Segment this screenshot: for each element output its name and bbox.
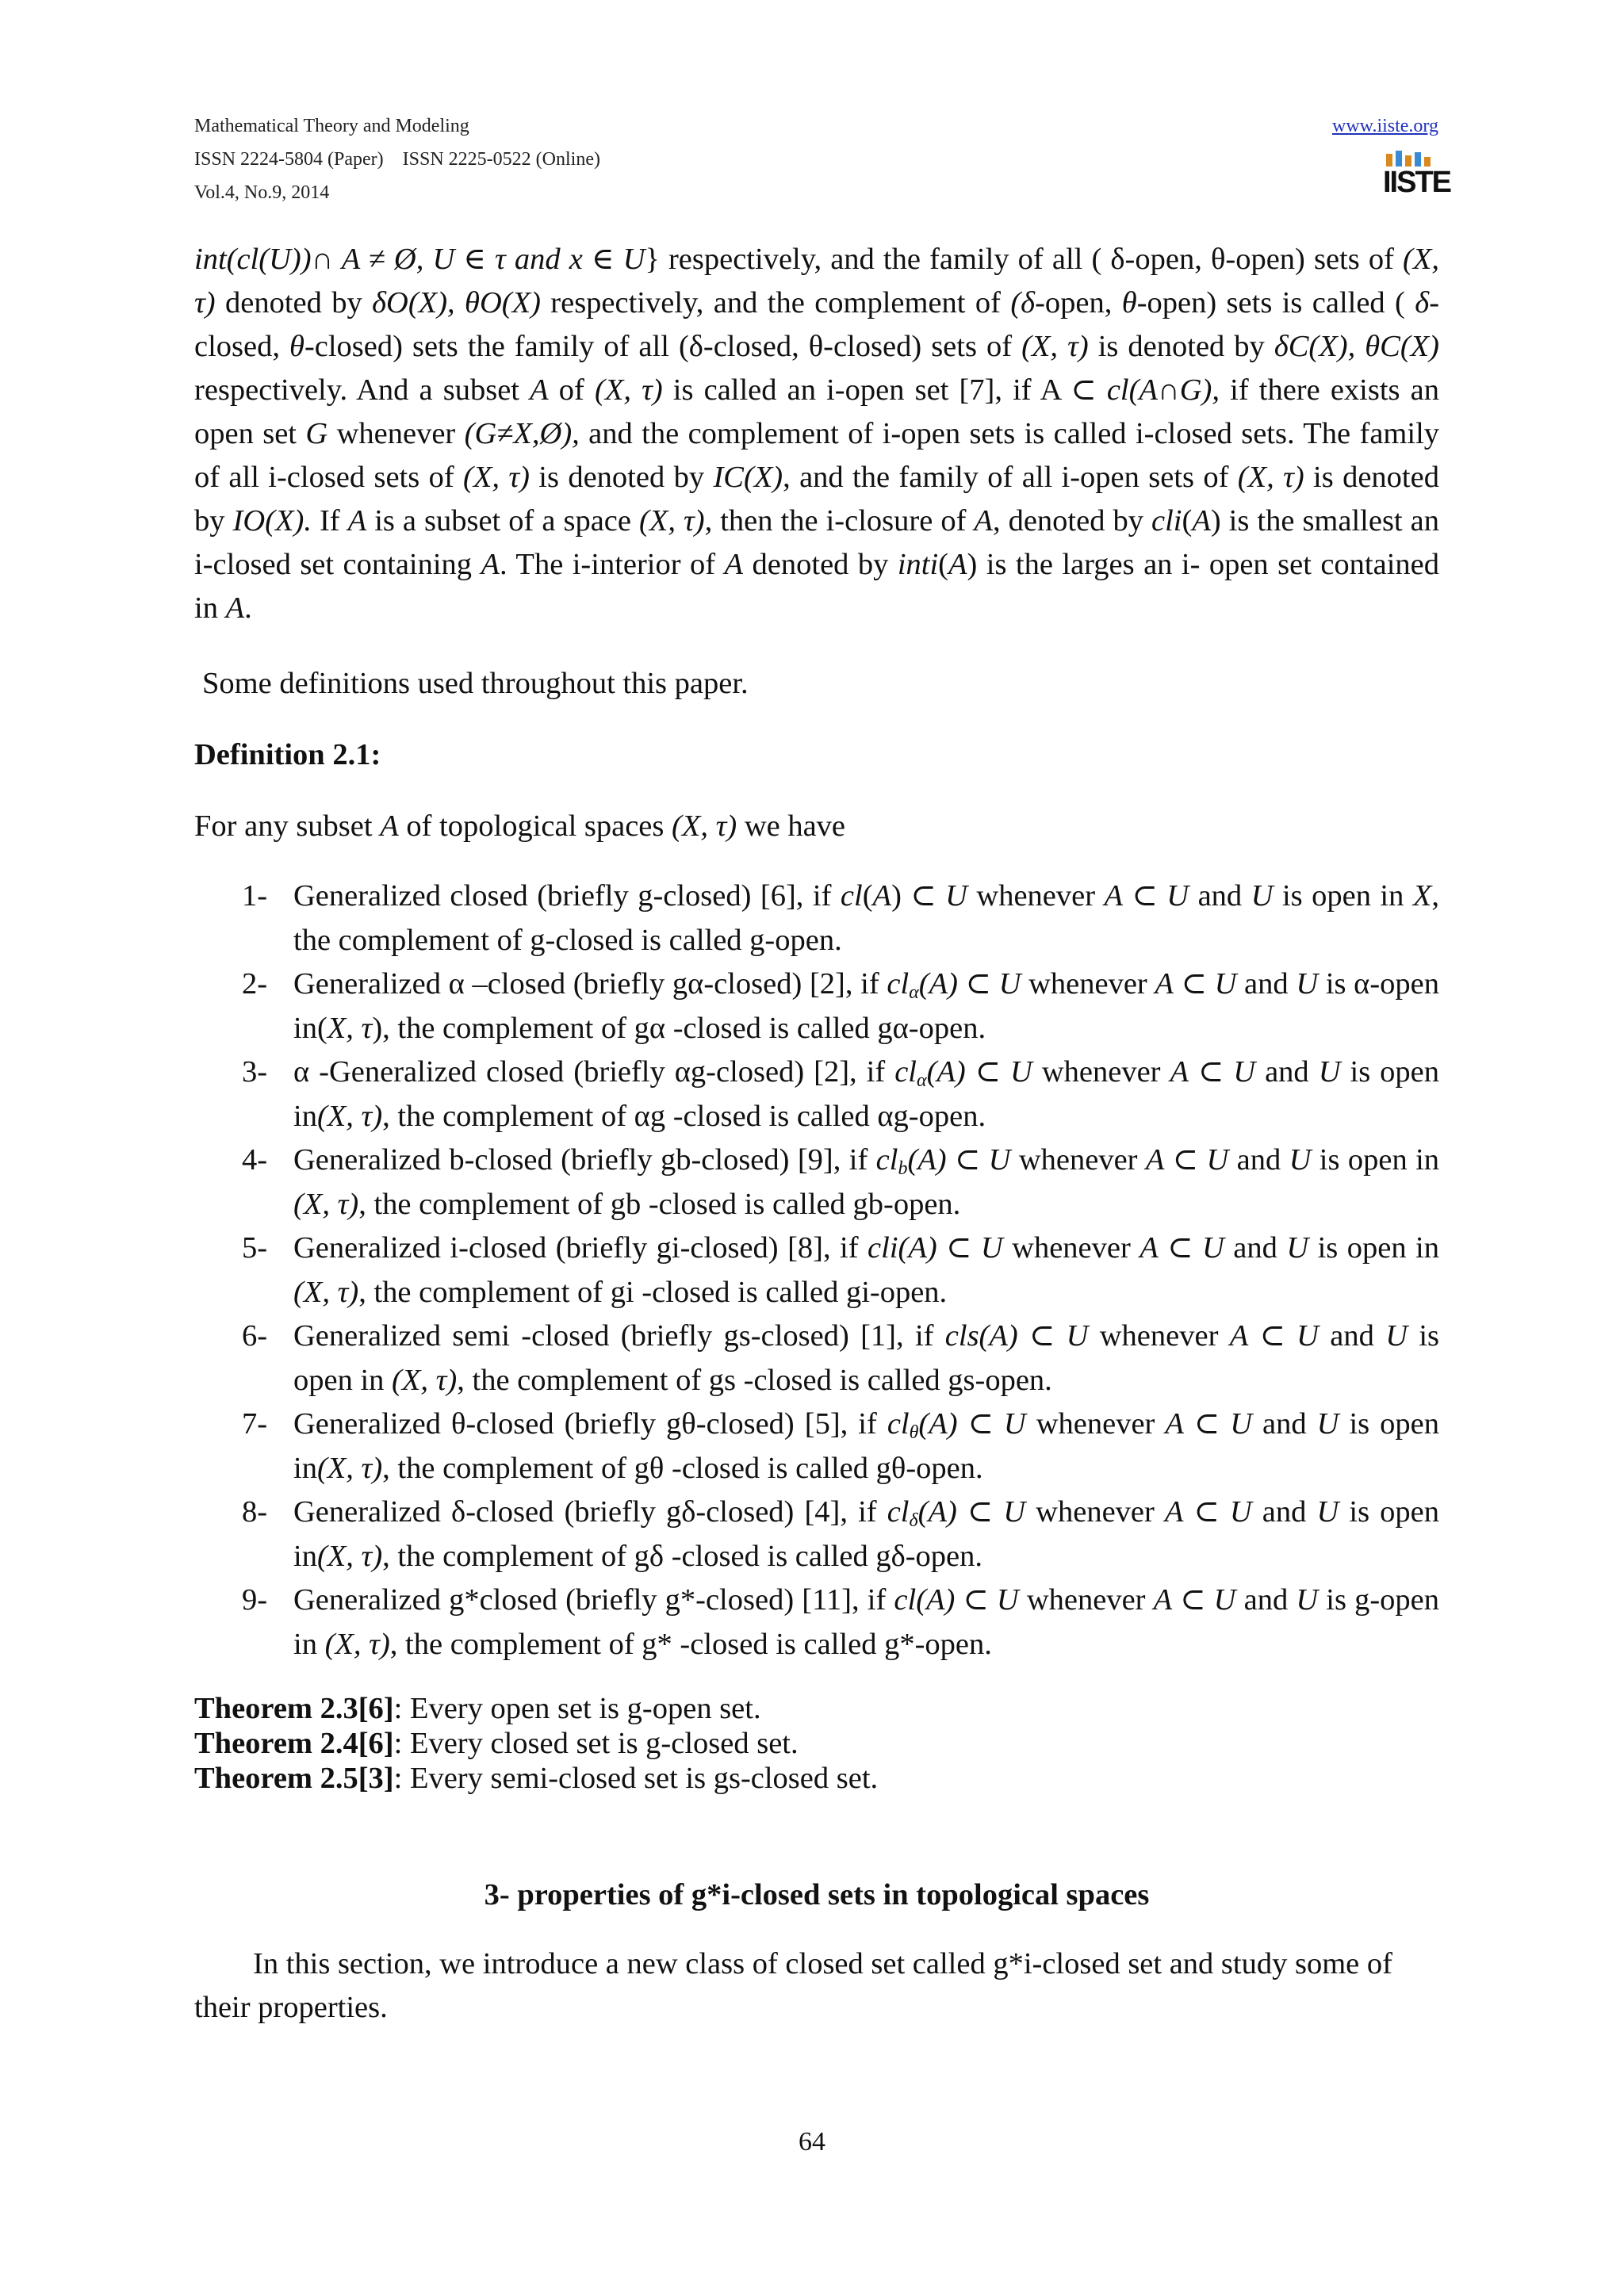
text-span: ⊂ xyxy=(957,1407,1004,1441)
definitions-lead: Some definitions used throughout this paper. xyxy=(202,667,749,700)
definition-number: 9- xyxy=(242,1583,268,1617)
text-span: ⊂ xyxy=(1189,1055,1234,1089)
text-span: whenever xyxy=(1002,1231,1140,1265)
text-span: ⊂ xyxy=(1248,1319,1297,1353)
text-span: ⊂ xyxy=(956,1495,1004,1529)
text-span: is open in xyxy=(293,1055,1440,1133)
math-expr: U xyxy=(945,879,967,913)
math-expr: U xyxy=(1206,1143,1229,1177)
math-expr: (A) xyxy=(926,1055,966,1089)
text-span: -open) sets is called ( xyxy=(1136,286,1415,320)
text-span: ) is the smallest an i-closed set containing xyxy=(194,504,1439,581)
text-span: and xyxy=(1224,1231,1287,1265)
math-expr: (X, τ) xyxy=(293,1275,359,1309)
math-expr: A xyxy=(1192,504,1211,538)
text-span: if there exists an open set xyxy=(194,373,1439,450)
math-expr: U xyxy=(1251,879,1274,913)
math-expr: (A) xyxy=(918,967,958,1001)
text-span: denoted by xyxy=(215,286,373,320)
math-expr: A xyxy=(1164,1495,1184,1529)
theorem-label: Theorem 2.5[3] xyxy=(194,1762,394,1795)
text-span: we have xyxy=(737,809,846,843)
math-expr: U xyxy=(1003,1495,1026,1529)
math-expr: U xyxy=(998,967,1021,1001)
text-span: is open in xyxy=(293,1495,1440,1573)
math-expr: (X, τ) xyxy=(595,373,663,407)
math-expr: (A) xyxy=(917,1495,957,1529)
text-span: , and the family of all i-open sets of xyxy=(783,461,1238,494)
text-span: Generalized i-closed (briefly gi-closed) [8], if xyxy=(293,1231,868,1265)
text-span: is open in xyxy=(1273,879,1413,913)
text-span: is called an i-open set [7], if A ⊂ xyxy=(662,373,1107,407)
definition-number: 8- xyxy=(242,1495,268,1529)
closure-expr xyxy=(876,1143,908,1177)
text-span: ⊂ xyxy=(1172,1583,1214,1617)
section-title: 3- properties of g*i-closed sets in topological spaces xyxy=(484,1878,1150,1911)
text-span: ⊂ xyxy=(1173,967,1215,1001)
closure-expr xyxy=(868,1231,937,1265)
text-span: . xyxy=(244,591,252,625)
math-expr: cl(A∩G), xyxy=(1106,373,1220,407)
text-span: whenever xyxy=(1088,1319,1230,1353)
header-right xyxy=(1332,109,1451,212)
definition-item xyxy=(194,1402,1439,1490)
definitions-list xyxy=(194,874,1439,1667)
text-span: ) is the larges an i- open set contained in xyxy=(194,548,1440,625)
definition-number: 3- xyxy=(242,1055,268,1089)
math-expr: (A) xyxy=(918,1407,958,1441)
text-span: and xyxy=(1228,1143,1289,1177)
text-span: . The i-interior of xyxy=(500,548,725,581)
math-expr: (X, τ) xyxy=(316,1099,383,1133)
math-expr: U xyxy=(1297,1319,1319,1353)
closure-subscript: α xyxy=(916,1070,927,1091)
math-expr: U xyxy=(1010,1055,1032,1089)
text-span: , denoted by xyxy=(992,504,1151,538)
math-expr: A xyxy=(1145,1143,1165,1177)
closure-subscript: θ xyxy=(909,1422,919,1443)
math-expr: IO(X). xyxy=(232,504,312,538)
math-expr: X xyxy=(1412,879,1432,913)
math-expr: θ xyxy=(1121,286,1137,320)
text-span: -closed) sets the family of all (δ-closed, θ-closed) sets of xyxy=(304,330,1022,363)
definition-item xyxy=(194,1050,1439,1138)
definition-item xyxy=(194,1138,1439,1226)
math-expr: (A) xyxy=(907,1143,947,1177)
text-span: and the complement of i-open sets is called i-closed sets. The family of all i-closed sets of xyxy=(194,417,1440,494)
math-expr: A xyxy=(948,548,967,581)
theorems-block xyxy=(194,1691,878,1796)
text-span: ⊂ xyxy=(936,1231,981,1265)
text-span: is g-open in xyxy=(293,1583,1440,1661)
text-span: respectively. And a subset xyxy=(194,373,530,407)
math-expr: (X, τ) xyxy=(324,1627,390,1661)
math-expr: (X, τ) xyxy=(1237,461,1304,494)
theorem-label: Theorem 2.4[6] xyxy=(194,1727,394,1760)
text-span: ⊂ xyxy=(946,1143,989,1177)
text-span: whenever xyxy=(1010,1143,1146,1177)
math-expr: U xyxy=(1296,1583,1319,1617)
text-span: whenever xyxy=(1025,1495,1165,1529)
math-expr: δO(X), θO(X) xyxy=(372,286,541,320)
definition-number: 4- xyxy=(242,1143,268,1177)
text-span: whenever xyxy=(327,417,465,450)
math-expr: A xyxy=(347,504,367,538)
text-span: then the i-closure of xyxy=(712,504,975,538)
text-span: whenever xyxy=(1032,1055,1170,1089)
text-span: , the complement of gi -closed is called gi-open. xyxy=(358,1275,948,1309)
math-expr: U xyxy=(1166,879,1189,913)
math-expr: U xyxy=(1316,1495,1339,1529)
text-span: , the complement of αg -closed is called αg-open. xyxy=(382,1099,986,1133)
section-intro-text: In this section, we introduce a new class of closed set called g*i-closed set and study some of their properties. xyxy=(194,1947,1392,2024)
text-span: } respectively, and the family of all ( δ-open, θ-open) sets of xyxy=(645,243,1404,276)
theorem-text: : Every open set is g-open set. xyxy=(393,1692,761,1725)
math-expr: θ xyxy=(289,330,304,363)
closure-expr xyxy=(894,1583,955,1617)
closure-subscript: α xyxy=(909,982,919,1003)
math-expr: A xyxy=(1229,1319,1249,1353)
closure-operator: cl xyxy=(894,1055,917,1089)
math-expr: (X, τ) xyxy=(316,1451,383,1485)
text-span: ⊂ xyxy=(955,1583,997,1617)
math-expr: U xyxy=(1201,1231,1224,1265)
text-span: and xyxy=(1255,1055,1319,1089)
closure-expr xyxy=(841,879,863,913)
theorem-text: : Every semi-closed set is gs-closed set. xyxy=(393,1762,879,1795)
closure-operator: cl xyxy=(887,967,910,1001)
text-span: denoted by xyxy=(743,548,898,581)
text-span: , the complement of g-closed is called g-open. xyxy=(293,879,1440,957)
math-expr: (X, τ) xyxy=(194,243,1440,320)
math-expr: U xyxy=(1214,967,1237,1001)
definition-item xyxy=(194,1226,1439,1314)
text-span: respectively, and the complement of xyxy=(540,286,1011,320)
math-expr: A xyxy=(1155,967,1174,1001)
math-expr: (X, τ) xyxy=(463,461,530,494)
math-expr: U xyxy=(1229,1495,1252,1529)
text-span: and xyxy=(1235,1583,1297,1617)
text-span: ( xyxy=(1182,504,1193,538)
text-span: ⊂ xyxy=(1183,1495,1230,1529)
definition-number: 7- xyxy=(242,1407,268,1441)
math-expr: (X, τ), xyxy=(639,504,713,538)
closure-subscript: b xyxy=(898,1158,908,1179)
math-expr: A xyxy=(530,373,549,407)
math-expr: inti xyxy=(897,548,939,581)
theorem-text: : Every closed set is g-closed set. xyxy=(393,1727,799,1760)
text-span: whenever xyxy=(1021,967,1155,1001)
definition-item xyxy=(194,1578,1439,1667)
text-span: of topological spaces xyxy=(398,809,672,843)
text-span: and xyxy=(1236,967,1297,1001)
math-expr: (X, τ) xyxy=(1021,330,1089,363)
math-expr: A xyxy=(872,879,892,913)
website-link[interactable]: www.iiste.org xyxy=(1332,116,1438,136)
math-expr: U xyxy=(980,1231,1003,1265)
text-span: ⊂ xyxy=(957,967,999,1001)
text-span: Generalized g*closed (briefly g*-closed) [11], if xyxy=(293,1583,894,1617)
math-expr: U xyxy=(1289,1143,1312,1177)
closure-operator: cl xyxy=(840,879,863,913)
closure-subscript: δ xyxy=(909,1510,918,1531)
text-span: is α-open in( xyxy=(293,967,1440,1045)
text-span: -open, xyxy=(1035,286,1122,320)
definition-item xyxy=(194,874,1439,962)
text-span: ⊂ xyxy=(1158,1231,1202,1265)
math-expr: U xyxy=(1066,1319,1089,1353)
text-span: is open in xyxy=(1308,1231,1439,1265)
math-expr: (X, τ) xyxy=(392,1363,458,1397)
section-intro xyxy=(194,1942,1439,2030)
journal-title: Mathematical Theory and Modeling xyxy=(194,116,469,136)
math-expr: δC(X), θC(X) xyxy=(1274,330,1439,363)
text-span: and xyxy=(1251,1495,1317,1529)
math-expr: A xyxy=(724,548,744,581)
text-span: whenever xyxy=(1025,1407,1166,1441)
text-span: and xyxy=(1189,879,1251,913)
text-span: Generalized θ-closed (briefly gθ-closed) [5], if xyxy=(293,1407,887,1441)
theorem-2-4 xyxy=(194,1726,878,1761)
iiste-logo-icon xyxy=(1383,149,1451,201)
intro-paragraph xyxy=(194,238,1439,630)
text-span: is a subset of a space xyxy=(366,504,639,538)
math-expr: U xyxy=(1385,1319,1408,1353)
text-span: Generalized α –closed (briefly gα-closed) [2], if xyxy=(293,967,887,1001)
text-span: whenever xyxy=(1018,1583,1154,1617)
math-expr: (δ xyxy=(1010,286,1036,320)
definition-title: Definition 2.1: xyxy=(194,738,381,771)
math-expr: U xyxy=(1213,1583,1236,1617)
text-span: ( xyxy=(938,548,948,581)
text-span: , the complement of gθ -closed is called gθ-open. xyxy=(382,1451,983,1485)
text-span: whenever xyxy=(967,879,1105,913)
closure-operator: cl xyxy=(875,1143,898,1177)
text-span: α -Generalized closed (briefly αg-closed) [2], if xyxy=(293,1055,895,1089)
closure-expr xyxy=(887,967,918,1001)
text-span: ⊂ xyxy=(1164,1143,1207,1177)
definition-intro xyxy=(194,805,1439,848)
text-span: -closed, xyxy=(194,286,1440,363)
text-span: is denoted by xyxy=(529,461,714,494)
closure-operator: cl xyxy=(887,1407,910,1441)
text-span: , the complement of gb -closed is called gb-open. xyxy=(358,1187,961,1221)
text-span: Generalized b-closed (briefly gb-closed) [9], if xyxy=(293,1143,876,1177)
closure-operator: cl xyxy=(887,1495,910,1529)
math-expr: X, τ xyxy=(327,1011,373,1045)
math-expr: U xyxy=(1233,1055,1256,1089)
text-span: and xyxy=(1318,1319,1386,1353)
text-span: Generalized δ-closed (briefly gδ-closed) [4], if xyxy=(293,1495,887,1529)
math-expr: U xyxy=(1003,1407,1026,1441)
closure-operator: cls(A) xyxy=(944,1319,1018,1353)
math-expr: U xyxy=(1316,1407,1339,1441)
math-expr: U xyxy=(996,1583,1019,1617)
closure-operator: cl(A) xyxy=(894,1583,956,1617)
math-expr: int(cl(U))∩ A ≠ Ø, U ∈ τ and x ∈ U xyxy=(194,243,645,276)
closure-expr xyxy=(894,1055,926,1089)
definition-number: 1- xyxy=(242,879,268,913)
math-expr: A xyxy=(481,548,500,581)
math-expr: U xyxy=(1230,1407,1253,1441)
math-expr: G xyxy=(305,417,328,450)
text-span: is denoted by xyxy=(194,461,1439,538)
math-expr: A xyxy=(1170,1055,1189,1089)
text-span: is denoted by xyxy=(1088,330,1274,363)
math-expr: cli xyxy=(1151,504,1182,538)
math-expr: U xyxy=(1318,1055,1341,1089)
text-span: is open in xyxy=(293,1319,1440,1397)
math-expr: A xyxy=(1165,1407,1184,1441)
math-expr: U xyxy=(1286,1231,1309,1265)
closure-expr xyxy=(945,1319,1018,1353)
definition-number: 2- xyxy=(242,967,268,1001)
journal-issn: ISSN 2224-5804 (Paper) ISSN 2225-0522 (Online) xyxy=(194,149,600,170)
journal-header xyxy=(194,109,600,209)
math-expr: IC(X) xyxy=(713,461,783,494)
text-span: ), the complement of gα -closed is called gα-open. xyxy=(372,1011,986,1045)
logo-word: IISTE xyxy=(1383,166,1451,199)
text-span: is open in xyxy=(1311,1143,1440,1177)
closure-expr xyxy=(887,1495,918,1529)
math-expr: U xyxy=(988,1143,1011,1177)
closure-expr xyxy=(887,1407,919,1441)
text-span: and xyxy=(1252,1407,1317,1441)
text-span: ⊂ xyxy=(1123,879,1167,913)
text-span: For any subset xyxy=(194,809,381,843)
math-expr: A xyxy=(1153,1583,1173,1617)
text-span: ⊂ xyxy=(1183,1407,1231,1441)
definition-number: 6- xyxy=(242,1319,268,1353)
math-expr: A xyxy=(225,591,245,625)
theorem-2-5 xyxy=(194,1761,878,1796)
text-span: ⊂ xyxy=(965,1055,1011,1089)
text-span: Generalized semi -closed (briefly gs-closed) [1], if xyxy=(293,1319,945,1353)
page-number: 64 xyxy=(799,2127,825,2156)
definition-item xyxy=(194,1490,1439,1578)
text-span: , the complement of gδ -closed is called gδ-open. xyxy=(382,1539,983,1573)
text-span: ) ⊂ xyxy=(891,879,946,913)
text-span: ⊂ xyxy=(1017,1319,1067,1353)
text-span: of xyxy=(548,373,595,407)
definition-number: 5- xyxy=(242,1231,268,1265)
text-span: If xyxy=(311,504,348,538)
text-span: , the complement of gs -closed is called gs-open. xyxy=(457,1363,1052,1397)
journal-volume: Vol.4, No.9, 2014 xyxy=(194,182,330,203)
math-expr: (G≠X,Ø), xyxy=(464,417,580,450)
math-expr: (X, τ) xyxy=(316,1539,383,1573)
math-expr: (X, τ) xyxy=(293,1187,359,1221)
math-expr: A xyxy=(974,504,993,538)
math-expr: A xyxy=(1104,879,1124,913)
math-expr: δ xyxy=(1415,286,1430,320)
text-span: ( xyxy=(862,879,873,913)
theorem-label: Theorem 2.3[6] xyxy=(194,1692,394,1725)
math-expr: U xyxy=(1296,967,1319,1001)
text-span: , the complement of g* -closed is called g*-open. xyxy=(389,1627,992,1661)
text-span: is open in xyxy=(293,1407,1439,1485)
math-expr: (X, τ) xyxy=(672,809,737,843)
math-expr: A xyxy=(1139,1231,1159,1265)
definition-item xyxy=(194,962,1439,1050)
closure-operator: cli(A) xyxy=(868,1231,937,1265)
definition-item xyxy=(194,1314,1439,1402)
math-expr: A xyxy=(380,809,399,843)
theorem-2-3 xyxy=(194,1691,878,1726)
text-span: Generalized closed (briefly g-closed) [6], if xyxy=(293,879,841,913)
